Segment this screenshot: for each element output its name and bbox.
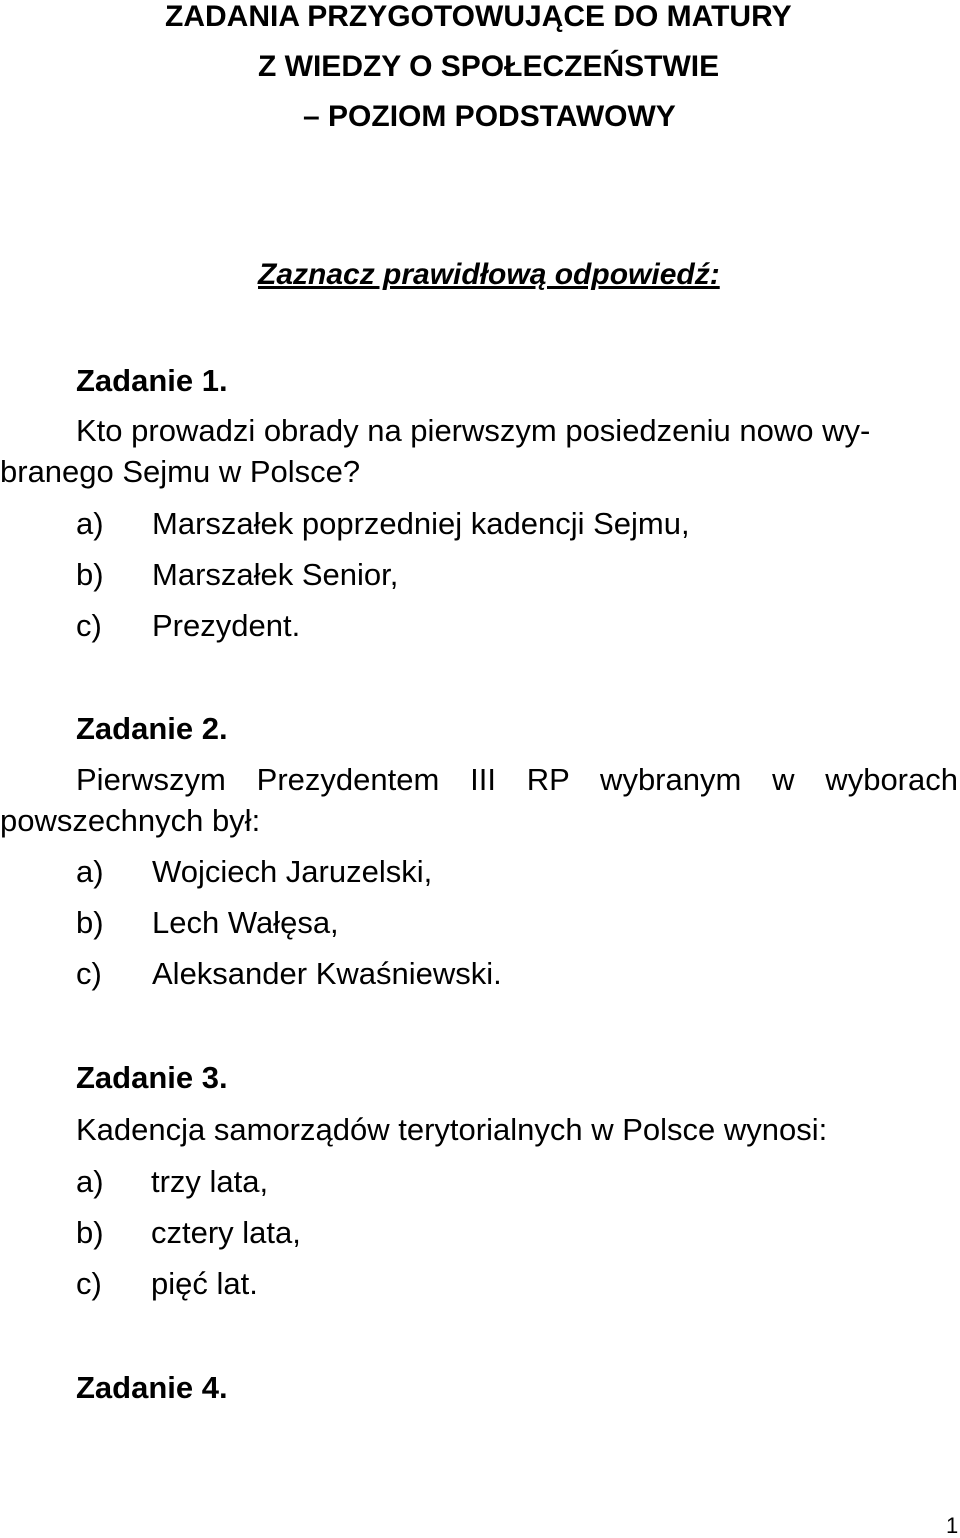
document-title-line-1: ZADANIA PRZYGOTOWUJĄCE DO MATURY [165, 0, 792, 33]
task-2-title: Zadanie 2. [76, 711, 228, 746]
task-2-option-b-text: Lech Wałęsa, [152, 905, 339, 940]
task-1-option-b-letter: b) [76, 557, 104, 592]
task-2-option-c-text: Aleksander Kwaśniewski. [152, 956, 502, 991]
task-1-option-a-text: Marszałek poprzedniej kadencji Sejmu, [152, 506, 690, 541]
task-1-option-a-letter: a) [76, 506, 104, 541]
task-3-option-b-text: cztery lata, [151, 1215, 301, 1250]
task-3-option-c-letter: c) [76, 1266, 102, 1301]
task-3-title: Zadanie 3. [76, 1060, 228, 1095]
page-number: 1 [946, 1513, 959, 1538]
task-1-question-line-2: branego Sejmu w Polsce? [0, 454, 361, 489]
task-3-option-a-letter: a) [76, 1164, 104, 1199]
task-4-title: Zadanie 4. [76, 1370, 228, 1405]
document-title-line-2: Z WIEDZY O SPOŁECZEŃSTWIE [258, 50, 720, 83]
task-1-option-b-text: Marszałek Senior, [152, 557, 399, 592]
task-2-question-line-2: powszechnych był: [0, 803, 261, 838]
task-3-option-b-letter: b) [76, 1215, 104, 1250]
task-3-option-c-text: pięć lat. [151, 1266, 258, 1301]
task-3-question-line-1: Kadencja samorządów terytorialnych w Polsce wynosi: [76, 1112, 828, 1147]
task-1-question-line-1: Kto prowadzi obrady na pierwszym posiedzeniu nowo wy- [76, 413, 871, 448]
task-2-question-line-1: Pierwszym Prezydentem III RP wybranym w wyborach [76, 762, 958, 797]
task-1-title: Zadanie 1. [76, 363, 228, 398]
task-2-option-a-text: Wojciech Jaruzelski, [152, 854, 433, 889]
task-2-option-b-letter: b) [76, 905, 104, 940]
document-title-line-3: – POZIOM PODSTAWOWY [303, 100, 676, 133]
instruction-text: Zaznacz prawidłową odpowiedź: [258, 258, 720, 291]
task-1-option-c-text: Prezydent. [152, 608, 301, 643]
task-3-option-a-text: trzy lata, [151, 1164, 269, 1199]
task-2-option-a-letter: a) [76, 854, 104, 889]
task-1-option-c-letter: c) [76, 608, 102, 643]
task-2-option-c-letter: c) [76, 956, 102, 991]
